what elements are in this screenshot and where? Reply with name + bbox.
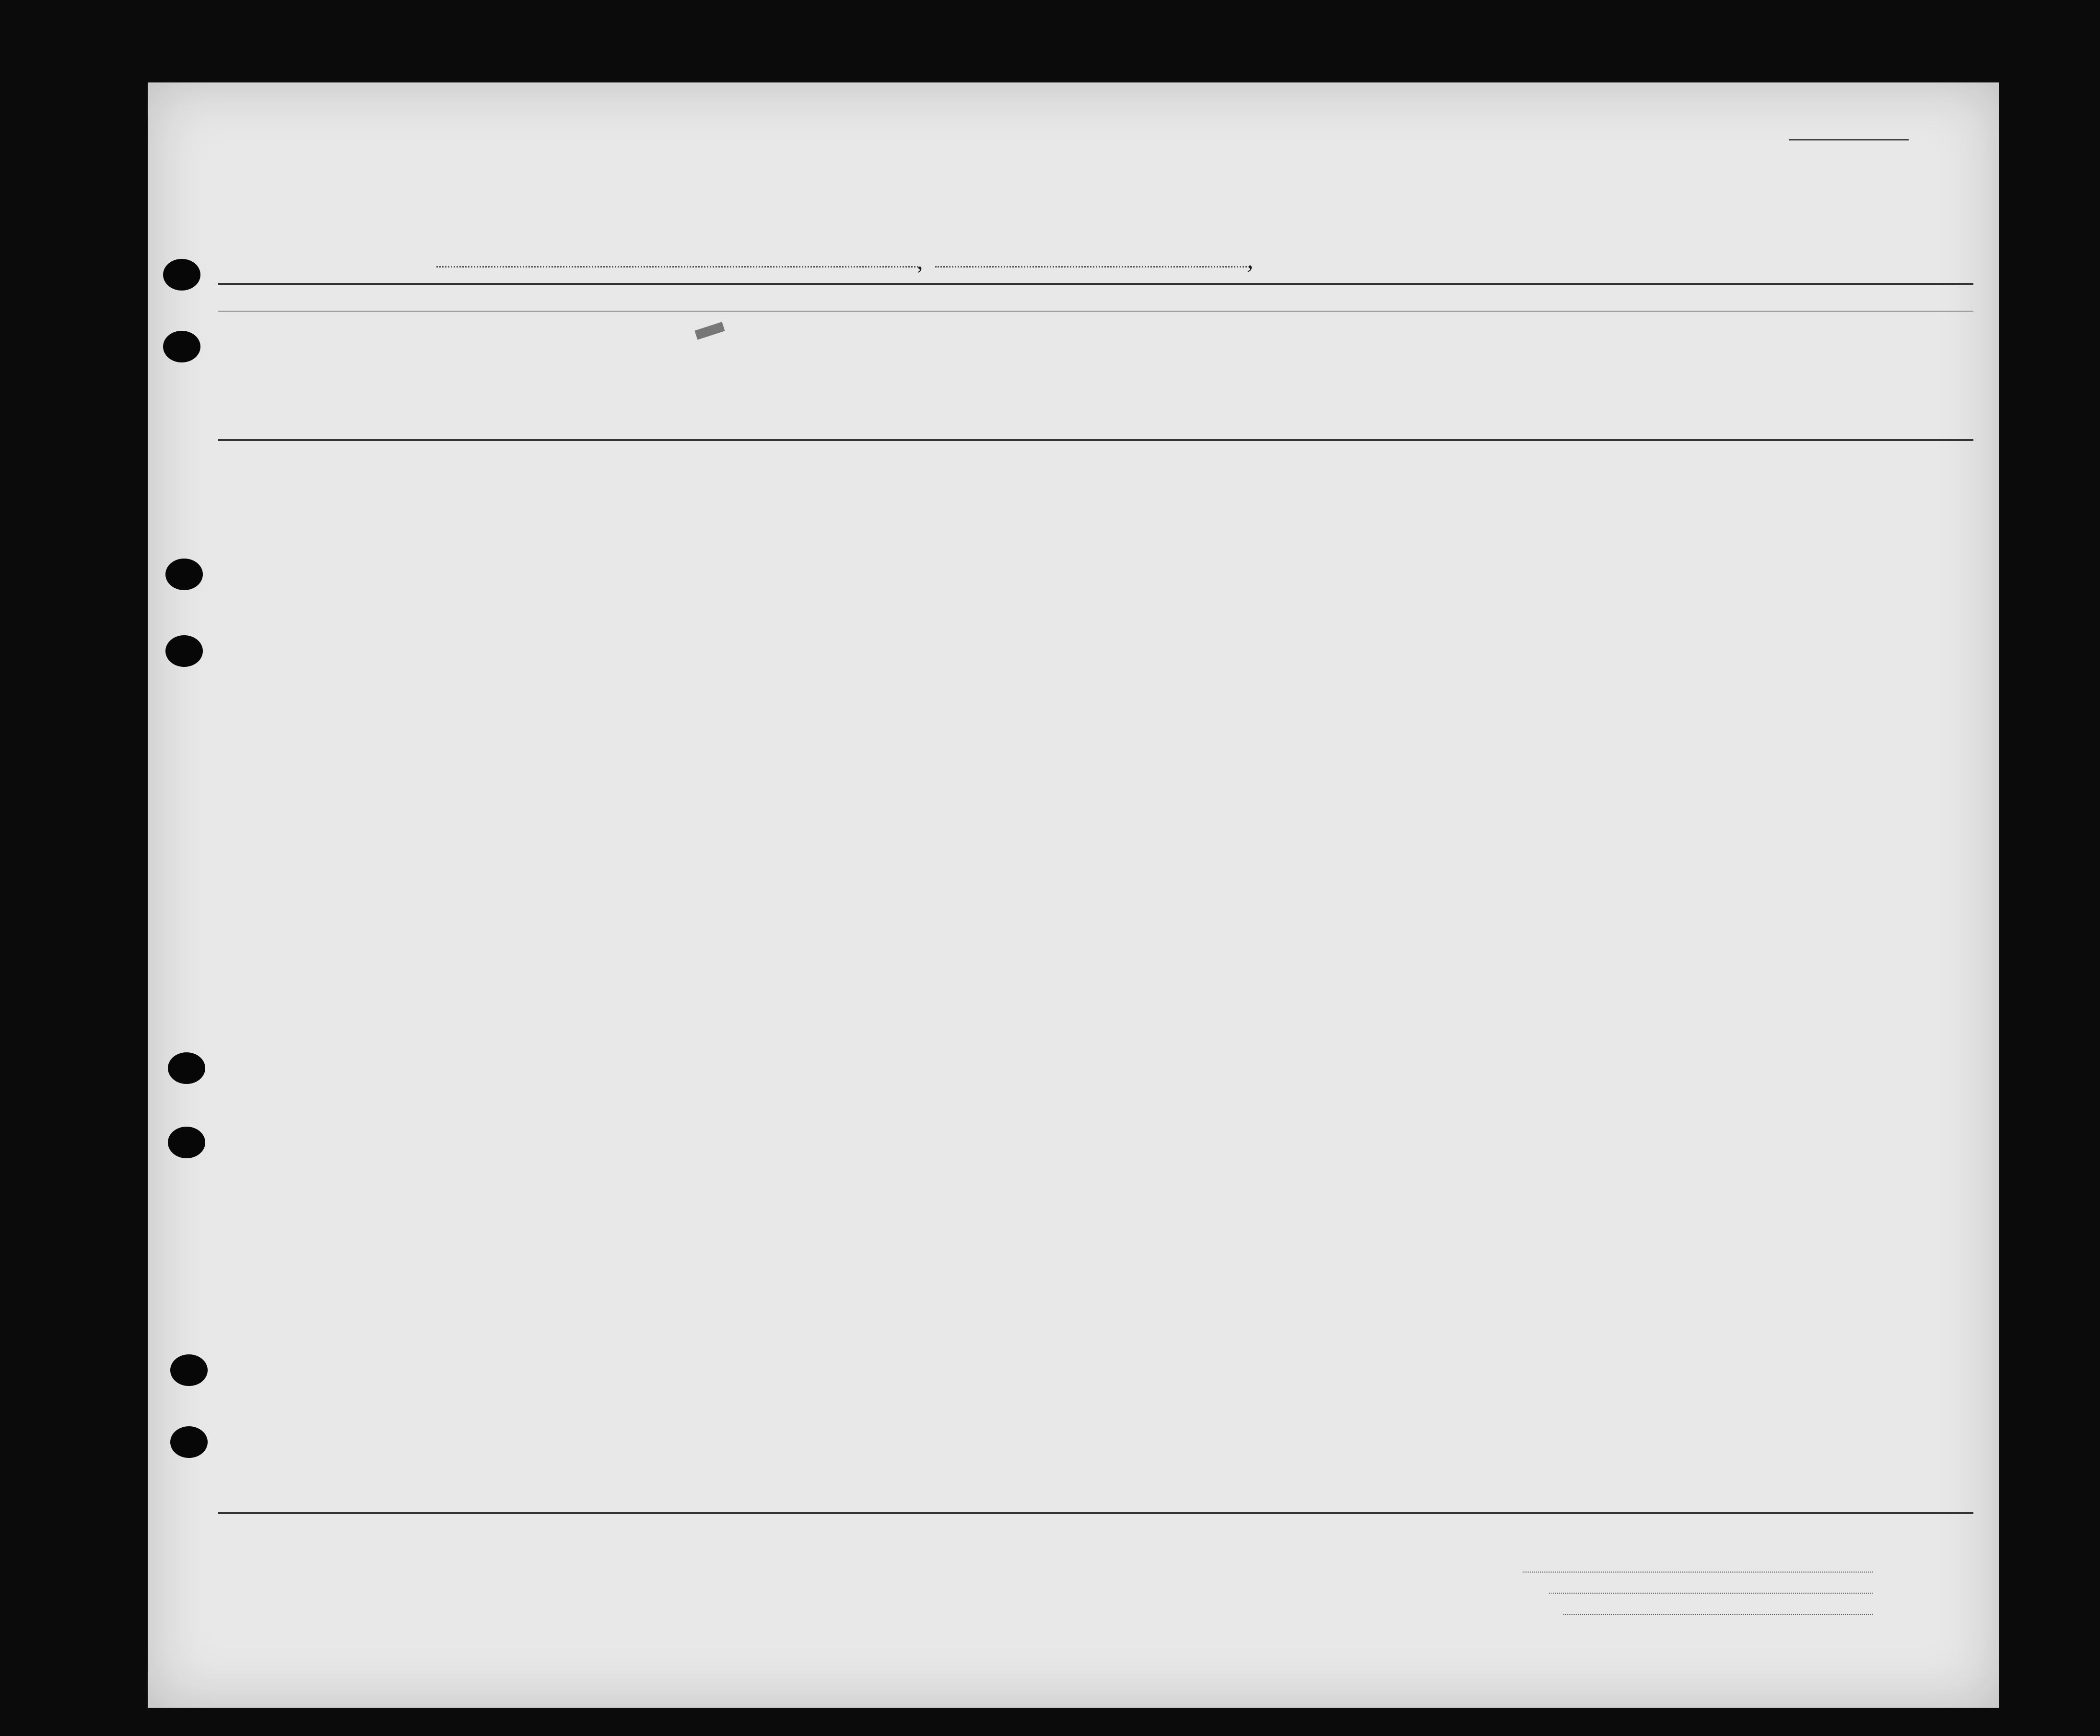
header-fifty-dollars: [776, 319, 803, 436]
header-anarchist: [1390, 319, 1411, 436]
line-field: [1523, 1572, 1873, 1573]
header-prison: [1323, 319, 1364, 436]
punch-hole: [168, 1052, 205, 1084]
year-prefix: ,: [1247, 245, 1254, 274]
list-number-field: [1789, 139, 1909, 140]
header-ticket: [660, 319, 686, 436]
punch-hole: [165, 559, 203, 590]
punch-hole: [170, 1354, 208, 1386]
punch-hole: [163, 259, 200, 291]
header-inches: [1682, 374, 1705, 436]
header-overthrow: [1414, 319, 1463, 436]
header-purpose-citizen: [1289, 350, 1320, 436]
local-agents-field: [1563, 1614, 1873, 1615]
header-polygamist: [1367, 319, 1388, 436]
punch-hole: [163, 331, 200, 362]
header-feet: [1658, 374, 1681, 436]
port-field: [436, 266, 918, 268]
manifest-sheet: [148, 82, 1999, 1708]
table-top-border: [218, 283, 1973, 285]
date-field: [935, 266, 1247, 268]
owners-field: [1549, 1593, 1873, 1594]
colnum-row-divider: [218, 311, 1973, 312]
punch-hole: [170, 1426, 208, 1458]
header-arrested: [1525, 319, 1545, 436]
punch-hole: [168, 1127, 205, 1158]
header-purpose-return: [1216, 350, 1256, 436]
punch-hole: [165, 635, 203, 667]
header-contract-labor: [1466, 319, 1497, 436]
comma-1: ,: [917, 247, 923, 274]
header-purpose-length: [1257, 350, 1288, 436]
header-bottom-border: [218, 439, 1973, 441]
header-excluded: [1501, 319, 1521, 436]
table-bottom-border: [218, 1512, 1973, 1514]
